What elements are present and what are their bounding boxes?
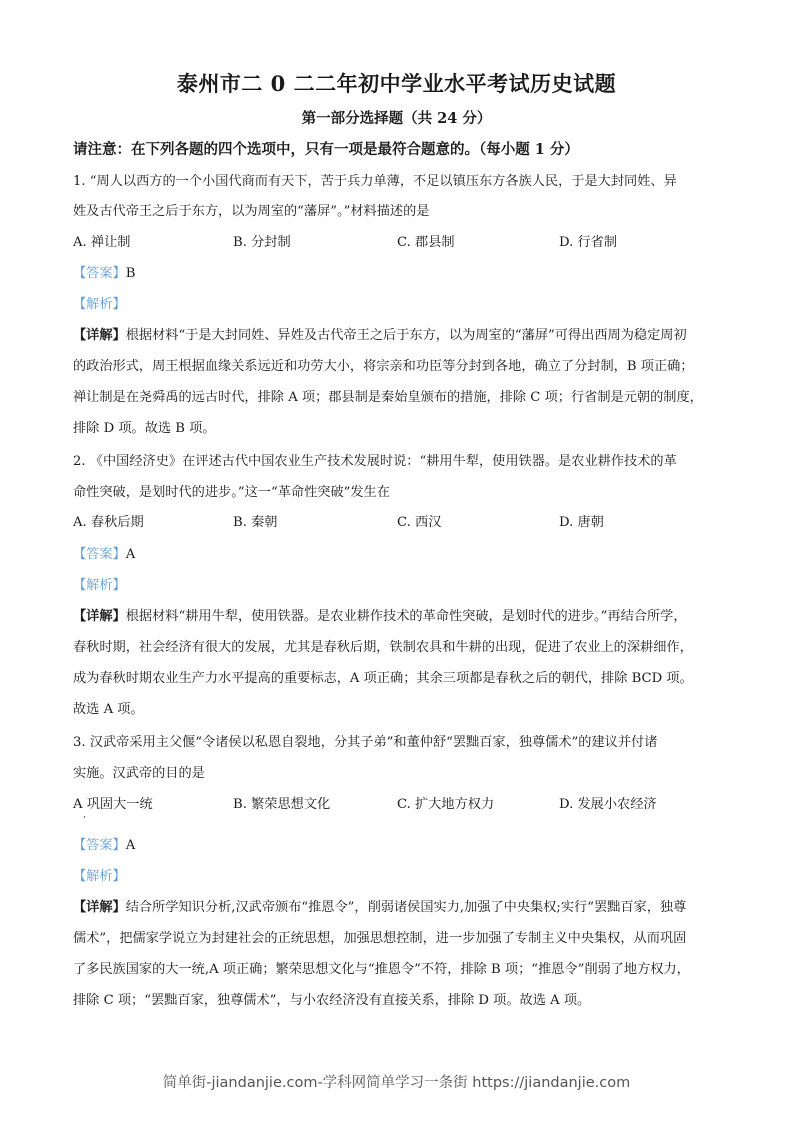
option-d: D. 发展小农经济 [559, 797, 657, 812]
detail-line: 禅让制是在尧舜禹的远古时代，排除 A 项；郡县制是秦始皇颁布的措施，排除 C 项；行省制是元朝的制度， [73, 390, 703, 405]
instructions-notice: 请注意：在下列各题的四个选项中，只有一项是最符合题意的。（每小题 1 分） [73, 141, 579, 158]
stray-mark [84, 816, 85, 818]
detail-line: 【详解】结合所学知识分析,汉武帝颁布“推恩令”，削弱诸侯国实力,加强了中央集权;实行“罢黜百家，独尊 [73, 900, 687, 915]
detail-label: 【详解】 [73, 900, 126, 915]
footer-watermark: 简单街-jiandanjie.com-学科网简单学习一条街 https://jiandanjie.com [162, 1075, 631, 1091]
analysis-label: 【解析】 [73, 297, 126, 312]
option-c: C. 郡县制 [397, 235, 455, 250]
detail-line: 成为春秋时期农业生产力水平提高的重要标志，A 项正确；其余三项都是春秋之后的朝代，排除 BCD 项。 [73, 671, 693, 686]
question-stem-line: 实施。汉武帝的目的是 [73, 766, 205, 781]
answer-value: A [125, 838, 136, 853]
option-c: C. 扩大地方权力 [397, 797, 495, 812]
option-b: B. 秦朝 [233, 515, 278, 530]
detail-line: 【详解】根据材料“于是大封同姓、异姓及古代帝王之后于东方，以为周室的“藩屏”可得出西周为稳定周初 [73, 328, 687, 343]
analysis-label: 【解析】 [73, 869, 126, 884]
option-b: B. 分封制 [233, 235, 291, 250]
exam-title: 泰州市二 0 二二年初中学业水平考试历史试题 [176, 71, 617, 96]
detail-line: 了多民族国家的大一统,A 项正确；繁荣思想文化与“推恩令”不符，排除 B 项；“推恩令”削弱了地方权力， [73, 962, 690, 977]
option-c: C. 西汉 [397, 515, 442, 530]
question-stem-line: 姓及古代帝王之后于东方，以为周室的“藩屏”。”材料描述的是 [73, 204, 430, 219]
detail-line: 的政治形式，周王根据血缘关系远近和功劳大小，将宗亲和功臣等分封到各地，确立了分封制，B 项正确； [73, 359, 694, 374]
answer-row [73, 265, 135, 283]
answer-label: 【答案】 [73, 547, 126, 562]
analysis-label: 【解析】 [73, 578, 126, 593]
answer-value: A [125, 547, 136, 562]
answer-row [73, 837, 135, 855]
detail-line: 【详解】根据材料“耕用牛犁，使用铁器。是农业耕作技术的革命性突破，是划时代的进步。”再结合所学， [73, 609, 687, 624]
analysis-row [73, 868, 126, 886]
detail-label: 【详解】 [73, 609, 126, 624]
detail-line: 排除 C 项；“罢黜百家，独尊儒术”，与小农经济没有直接关系，排除 D 项。故选 A 项。 [73, 993, 591, 1008]
option-d: D. 唐朝 [559, 515, 604, 530]
detail-line: 春秋时期，社会经济有很大的发展，尤其是春秋后期，铁制农具和牛耕的出现，促进了农业上的深耕细作， [73, 640, 693, 655]
answer-row [73, 546, 135, 564]
detail-line: 故选 A 项。 [73, 702, 144, 717]
answer-value: B [125, 266, 136, 281]
question-stem-line: 3. 汉武帝采用主父偃“令诸侯以私恩自裂地，分其子弟”和董仲舒“罢黜百家，独尊儒术”的建议并付诸 [73, 735, 658, 750]
option-d: D. 行省制 [559, 235, 618, 250]
detail-line: 排除 D 项。故选 B 项。 [73, 421, 216, 436]
option-a: A. 春秋后期 [73, 515, 144, 530]
analysis-row [73, 296, 126, 314]
detail-line: 儒术”，把儒家学说立为封建社会的正统思想，加强思想控制，进一步加强了专制主义中央集权，从而巩固 [73, 931, 687, 946]
detail-label: 【详解】 [73, 328, 126, 343]
question-stem-line: 2. 《中国经济史》在评述古代中国农业生产技术发展时说：“耕用牛犁，使用铁器。是农业耕作技术的革 [73, 454, 677, 469]
section-subtitle: 第一部分选择题（共 24 分） [301, 110, 492, 127]
question-stem-line: 1. “周人以西方的一个小国代商而有天下，苦于兵力单薄，不足以镇压东方各族人民，于是大封同姓、异 [73, 174, 677, 189]
option-a: A 巩固大一统 [73, 797, 153, 812]
option-a: A. 禅让制 [73, 235, 131, 250]
analysis-row [73, 577, 126, 595]
answer-label: 【答案】 [73, 266, 126, 281]
option-b: B. 繁荣思想文化 [233, 797, 331, 812]
question-stem-line: 命性突破，是划时代的进步。”这一“革命性突破”发生在 [73, 485, 390, 500]
answer-label: 【答案】 [73, 838, 126, 853]
